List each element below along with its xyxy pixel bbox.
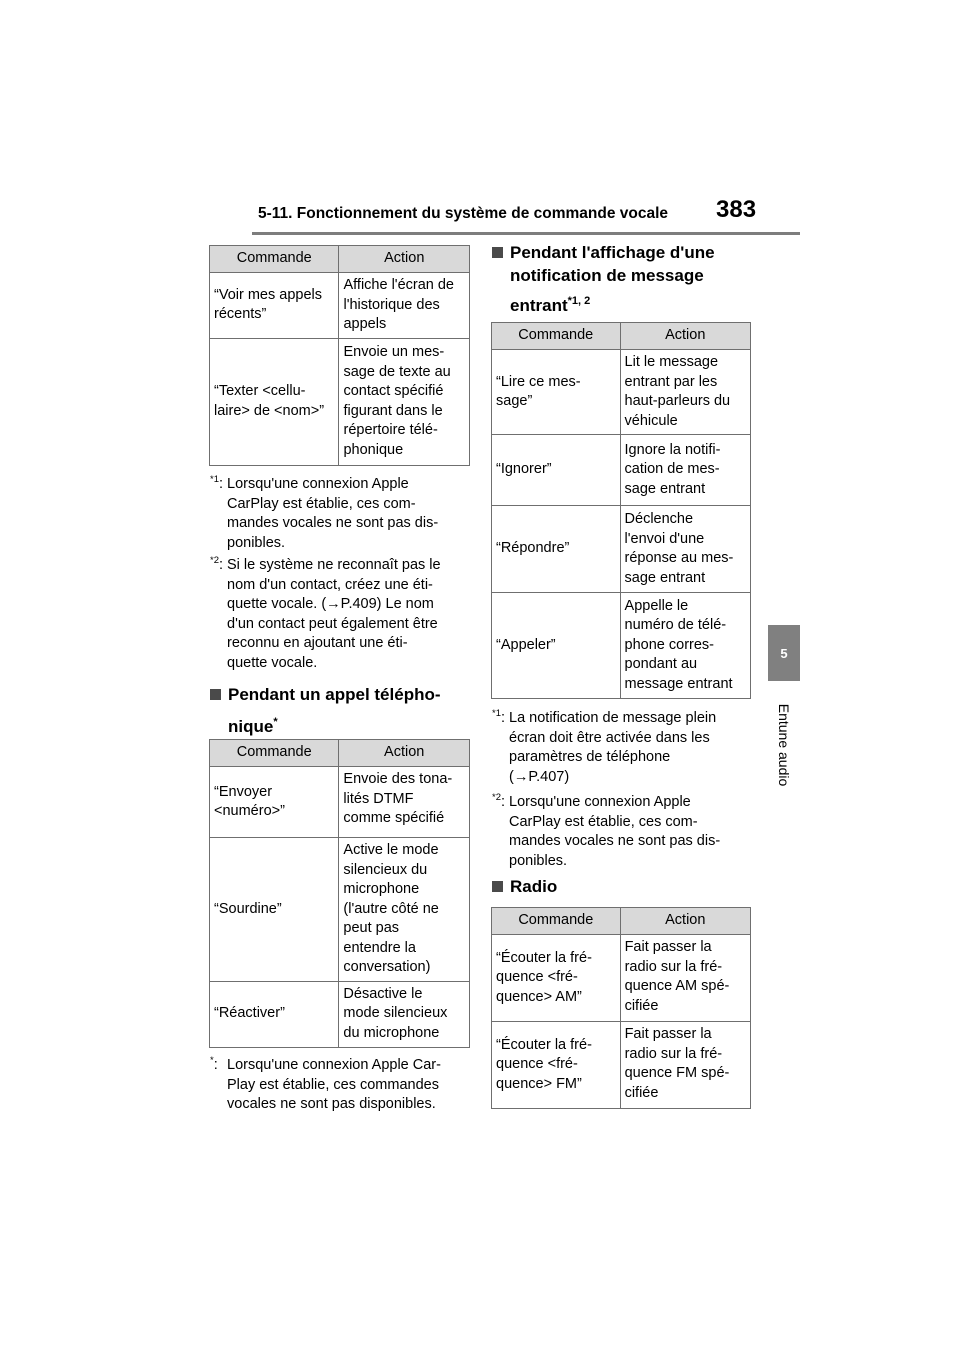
- chapter-tab-label-text: Entune audio: [776, 703, 792, 787]
- command-cell: “Écouter la fré- quence <fré- quence> AM”: [492, 935, 621, 1022]
- column-header-action: Action: [620, 323, 750, 350]
- radio-command-table: [491, 907, 751, 1109]
- chapter-tab[interactable]: 5: [768, 625, 800, 681]
- footnote: $^{*2}$: Si le système ne reconnaît pas le nom d'un contact, créez une éti- quette vocale. (→P.409) Le nom d'un contact peut également être reconnu en ajoutant une éti- quette vocale.: [210, 556, 472, 673]
- footnote-marker: *2: [210, 555, 219, 566]
- action-cell: Déclenche l'envoi d'une réponse au mes- sage entrant: [620, 506, 750, 593]
- footnote-text: Lorsqu'une connexion Apple CarPlay est établie, ces com- mandes vocales ne sont pas dis- ponibles.: [227, 476, 439, 551]
- table-row: [492, 506, 751, 593]
- section-title-line: Pendant l'affichage d'une: [510, 243, 715, 262]
- footnote: *: Lorsqu'une connexion Apple Car- Play est établie, ces commandes vocales ne sont pas disponibles.: [210, 1056, 472, 1115]
- table-row: [492, 435, 751, 506]
- section-title-line: Radio: [510, 877, 558, 896]
- continued-command-table: [209, 245, 470, 466]
- section-title-superscript: *1, 2: [567, 295, 591, 307]
- section-heading-phone-call: [210, 684, 472, 738]
- section-heading-radio: [492, 876, 754, 898]
- command-cell: “Voir mes appels récents”: [210, 273, 339, 339]
- phone-call-command-table: [209, 739, 470, 1048]
- table-row: [210, 981, 470, 1047]
- column-header-action: Action: [339, 246, 470, 273]
- table-header-row: [492, 323, 751, 350]
- column-header-action: Action: [620, 908, 750, 935]
- action-cell: Lit le message entrant par les haut-parleurs du véhicule: [620, 350, 750, 435]
- column-header-command: Commande: [210, 246, 339, 273]
- footnote-marker: *: [210, 1055, 214, 1066]
- footnote-text: Lorsqu'une connexion Apple CarPlay est établie, ces com- mandes vocales ne sont pas dis- ponibles.: [509, 794, 721, 869]
- header-divider: [252, 232, 800, 235]
- command-cell: “Écouter la fré- quence <fré- quence> FM”: [492, 1022, 621, 1109]
- action-cell: Affiche l'écran de l'historique des appels: [339, 273, 470, 339]
- section-title-line: entrant: [510, 296, 568, 315]
- command-cell: “Répondre”: [492, 506, 621, 593]
- action-cell: Fait passer la radio sur la fré- quence FM spé- cifiée: [620, 1022, 750, 1109]
- chapter-heading: 5-11. Fonctionnement du système de commande vocale: [258, 205, 669, 222]
- message-command-table: [491, 322, 751, 699]
- section-bullet-icon: [210, 689, 221, 700]
- section-heading-message: [492, 242, 754, 317]
- column-header-command: Commande: [210, 740, 339, 767]
- command-cell: “Envoyer <numéro>”: [210, 767, 339, 838]
- footnote-text: Si le système ne reconnaît pas le nom d'un contact, créez une éti- quette vocale. (→P.409) Le nom d'un contact peut également être reconnu en ajoutant une éti- quette vocale.: [227, 557, 441, 671]
- footnote: $^{*2}$: Lorsqu'une connexion Apple CarPlay est établie, ces com- mandes vocales ne sont pas dis- ponibles.: [492, 793, 754, 871]
- footnote: $^{*1}$: Lorsqu'une connexion Apple CarPlay est établie, ces com- mandes vocales ne sont pas dis- ponibles.: [210, 475, 472, 553]
- footnote-marker: *1: [492, 708, 501, 719]
- table-row: [210, 273, 470, 339]
- command-cell: “Ignorer”: [492, 435, 621, 506]
- action-cell: Ignore la notifi- cation de mes- sage entrant: [620, 435, 750, 506]
- table-row: [210, 338, 470, 465]
- command-cell: “Texter <cellu- laire> de <nom>”: [210, 338, 339, 465]
- action-cell: Active le mode silencieux du microphone (l'autre côté ne peut pas entendre la conversation): [339, 838, 470, 982]
- column-header-command: Commande: [492, 323, 621, 350]
- section-bullet-icon: [492, 881, 503, 892]
- command-cell: “Réactiver”: [210, 981, 339, 1047]
- command-cell: “Lire ce mes- sage”: [492, 350, 621, 435]
- footnote-marker: *1: [210, 474, 219, 485]
- section-title-line: nique: [228, 717, 274, 736]
- table-row: [492, 350, 751, 435]
- section-title-superscript: *: [273, 716, 278, 728]
- table-row: [210, 838, 470, 982]
- action-cell: Désactive le mode silencieux du microphone: [339, 981, 470, 1047]
- footnote-text: Lorsqu'une connexion Apple Car- Play est établie, ces commandes vocales ne sont pas disponibles.: [227, 1057, 441, 1112]
- section-title-line: notification de message: [510, 266, 704, 285]
- table-row: [492, 935, 751, 1022]
- action-cell: Envoie un mes- sage de texte au contact spécifié figurant dans le répertoire télé- phonique: [339, 338, 470, 465]
- table-header-row: [210, 246, 470, 273]
- table-row: [492, 593, 751, 699]
- table-row: [210, 767, 470, 838]
- section-title-line: Pendant un appel télépho-: [228, 685, 441, 704]
- command-cell: “Appeler”: [492, 593, 621, 699]
- table-header-row: [492, 908, 751, 935]
- chapter-tab-label: [768, 690, 800, 800]
- action-cell: Appelle le numéro de télé- phone corres- pondant au message entrant: [620, 593, 750, 699]
- column-header-command: Commande: [492, 908, 621, 935]
- table-row: [492, 1022, 751, 1109]
- footnote-text: La notification de message plein écran doit être activée dans les paramètres de téléphone (→P.407): [509, 710, 717, 785]
- page-number: 383: [716, 196, 757, 223]
- action-cell: Envoie des tona- lités DTMF comme spécifié: [339, 767, 470, 838]
- table-header-row: [210, 740, 470, 767]
- command-cell: “Sourdine”: [210, 838, 339, 982]
- column-header-action: Action: [339, 740, 470, 767]
- footnote: $^{*1}$: La notification de message plein écran doit être activée dans les paramètres de téléphone (→P.407): [492, 709, 754, 787]
- section-bullet-icon: [492, 247, 503, 258]
- footnote-marker: *2: [492, 792, 501, 803]
- action-cell: Fait passer la radio sur la fré- quence AM spé- cifiée: [620, 935, 750, 1022]
